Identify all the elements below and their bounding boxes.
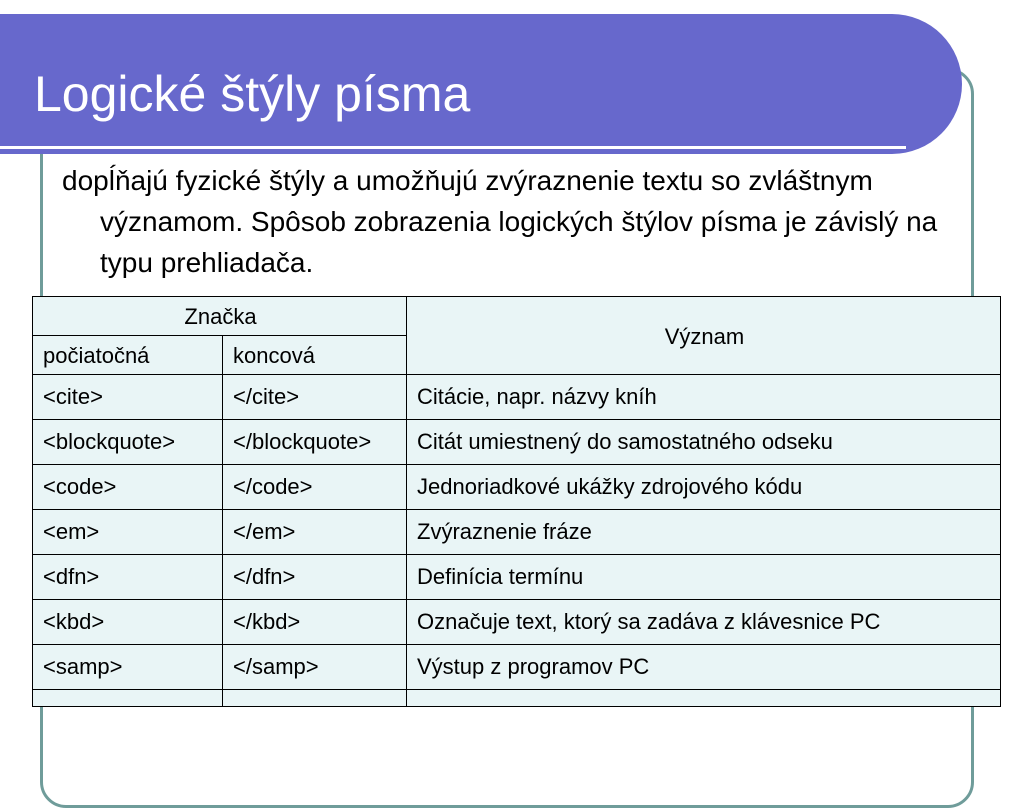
intro-paragraph: dopĺňajú fyzické štýly a umožňujú zvýraznenie textu so zvláštnym významom. Spôsob zobrazenia logických štýlov písma je závislý na typu prehliadača.: [62, 165, 938, 278]
closing-tag-cell: </code>: [223, 465, 407, 510]
table-row: [33, 645, 1001, 690]
table-row: [33, 600, 1001, 645]
table-row: [33, 555, 1001, 600]
opening-tag-cell: <em>: [33, 510, 223, 555]
meaning-cell: Označuje text, ktorý sa zadáva z klávesnice PC: [407, 600, 1001, 645]
closing-tag-cell: </blockquote>: [223, 420, 407, 465]
title-bar: [0, 14, 962, 154]
meaning-cell: Definícia termínu: [407, 555, 1001, 600]
meaning-cell: Zvýraznenie fráze: [407, 510, 1001, 555]
title-underline: [0, 146, 906, 149]
meaning-cell: Jednoriadkové ukážky zdrojového kódu: [407, 465, 1001, 510]
opening-tag-cell: <blockquote>: [33, 420, 223, 465]
closing-tag-cell: </samp>: [223, 645, 407, 690]
closing-tag-cell: </kbd>: [223, 600, 407, 645]
meaning-cell: Citát umiestnený do samostatného odseku: [407, 420, 1001, 465]
opening-tag-cell: <code>: [33, 465, 223, 510]
closing-tag-cell: [223, 690, 407, 707]
opening-tag-cell: <kbd>: [33, 600, 223, 645]
meaning-cell: [407, 690, 1001, 707]
logical-styles-table: [32, 296, 1001, 707]
opening-tag-cell: <dfn>: [33, 555, 223, 600]
meaning-cell: Výstup z programov PC: [407, 645, 1001, 690]
header-tag: Značka: [33, 297, 407, 336]
slide-title: Logické štýly písma: [34, 66, 471, 122]
header-meaning: Význam: [407, 297, 1001, 375]
table-row: [33, 375, 1001, 420]
header-closing: koncová: [223, 336, 407, 375]
opening-tag-cell: <cite>: [33, 375, 223, 420]
opening-tag-cell: <samp>: [33, 645, 223, 690]
closing-tag-cell: </cite>: [223, 375, 407, 420]
meaning-cell: Citácie, napr. názvy kníh: [407, 375, 1001, 420]
table-row: [33, 420, 1001, 465]
closing-tag-cell: </dfn>: [223, 555, 407, 600]
closing-tag-cell: </em>: [223, 510, 407, 555]
table-row: [33, 690, 1001, 707]
opening-tag-cell: [33, 690, 223, 707]
table-header-row: [33, 297, 1001, 336]
table-row: [33, 510, 1001, 555]
table-row: [33, 465, 1001, 510]
header-opening: počiatočná: [33, 336, 223, 375]
